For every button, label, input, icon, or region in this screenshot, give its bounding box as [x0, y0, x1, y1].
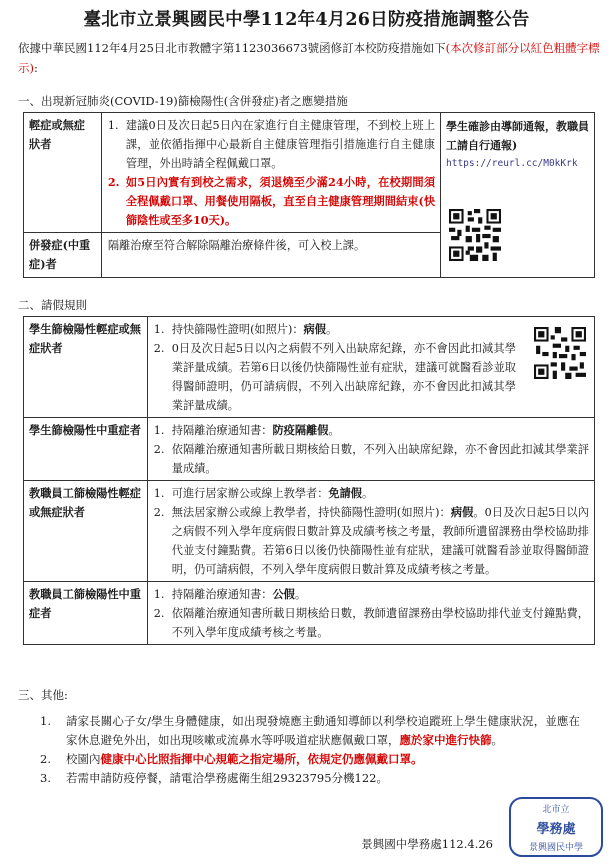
leave-row-content [147, 481, 594, 582]
list-item: 1. 持隔離治療通知書：防疫隔離假。 [153, 423, 340, 437]
leave-row-label: 教職員工篩檢陽性中重症者 [24, 582, 148, 645]
qr-code-icon [534, 327, 586, 379]
leave-row-content [147, 317, 594, 418]
notify-text: 學生確診由導師通報，教職員工請自行通報) [446, 120, 590, 152]
stamp-middle: 學務處 [536, 822, 576, 837]
page-title: 臺北市立景興國民中學112年4月26日防疫措施調整公告 [83, 10, 530, 30]
row2-label: 併發症(中重症)者 [24, 233, 102, 278]
intro-text: 依據中華民國112年4月25日北市教體字第1123036673號函修訂本校防疫措施如下 [18, 41, 446, 55]
section1-table [23, 112, 595, 278]
leave-row-content [147, 582, 594, 645]
footer-signature: 景興國中學務處112.4.26 [361, 837, 493, 851]
row2-content: 隔離治療至符合解除隔離治療條件後，可入校上課。 [101, 233, 440, 278]
leave-row-content [147, 418, 594, 481]
intro-note: (本次修訂部分以紅色粗體字標示) [18, 41, 600, 75]
list-item: 1. 請家長關心子女/學生身體健康，如出現發燒應主動通知導師以利學校追蹤班上學生健康狀況，並應在家休息避免外出，如出現咳嗽或流鼻水等呼吸道症狀應佩戴口罩，應於家中進行快篩。 [40, 714, 580, 747]
list-item: 1. 可進行居家辦公或線上教學者：免請假。 [153, 486, 374, 500]
row1-label: 輕症或無症狀者 [24, 113, 102, 233]
section1-heading: 一、出現新冠肺炎(COVID-19)篩檢陽性(含併發症)者之應變措施 [18, 94, 348, 108]
list-item: 1. 持快篩陽性證明(如照片)：病假。 [153, 322, 338, 336]
list-item: 2. 無法居家辦公或線上教學者，持快篩陽性證明(如照片)：病假。0日及次日起5日以內之病假不列入學年度病假日數計算及成績考核之考量，教師所遺留課務由學校協助排代並支付鐘點費。若第6日以後仍快篩陽性並有症狀，建議可就醫看診並取得醫師證明，仍可請病假，不列入學年度病假日數計算及成績考核之考量。 [153, 505, 589, 576]
leave-row-label: 教職員工篩檢陽性輕症或無症狀者 [24, 481, 148, 582]
section2-heading: 二、請假規則 [18, 298, 87, 312]
notify-cell [441, 113, 595, 278]
list-item: 1. 建議0日及次日起5日內在家進行自主健康管理，不到校上班上課，並依循指揮中心最新自主健康管理指引措施進行自主健康管理，外出時請全程佩戴口罩。 [107, 119, 436, 170]
row1-content [101, 113, 440, 233]
list-item: 2. 校園內健康中心比照指揮中心規範之指定場所，依規定仍應佩戴口罩。 [40, 752, 423, 766]
list-item: 2. 如5日內實有到校之需求，須退燒至少滿24小時，在校期間須全程佩戴口罩、用餐使用隔板，直至自主健康管理期間結束(快篩陰性或至多10天)。 [107, 175, 436, 227]
intro-tail: : [34, 61, 38, 75]
list-item: 3. 若需申請防疫停餐，請電洽學務處衛生組29323795分機122。 [40, 771, 388, 785]
leave-row-label: 學生篩檢陽性中重症者 [24, 418, 148, 481]
notify-link[interactable]: https://reurl.cc/M0kKrk [446, 158, 578, 169]
others-list [40, 712, 580, 788]
leave-rules-table [23, 316, 595, 645]
section3-heading: 三、其他: [18, 688, 68, 702]
intro-paragraph [18, 38, 608, 78]
stamp-top: 北市立 [542, 805, 570, 815]
stamp-bottom: 景興國民中學 [528, 843, 584, 853]
office-stamp-icon [508, 796, 604, 858]
list-item: 1. 持隔離治療通知書：公假。 [153, 587, 307, 601]
list-item: 2. 依隔離治療通知書所載日期核給日數，教師遺留課務由學校協助排代並支付鐘點費，不列入學年度成績考核之考量。 [153, 607, 589, 639]
qr-code-icon [449, 209, 501, 261]
leave-row-label: 學生篩檢陽性輕症或無症狀者 [24, 317, 148, 418]
list-item: 2. 0日及次日起5日以內之病假不列入出缺席紀錄，亦不會因此扣減其學業評量成績。若第6日以後仍快篩陽性並有症狀，建議可就醫看診並取得醫師證明，仍可請病假，不列入出缺席紀錄，亦不會因此扣減其學業評量成績。 [153, 342, 516, 412]
list-item: 2. 依隔離治療通知書所載日期核給日數，不列入出缺席紀錄，亦不會因此扣減其學業評量成績。 [153, 443, 589, 475]
